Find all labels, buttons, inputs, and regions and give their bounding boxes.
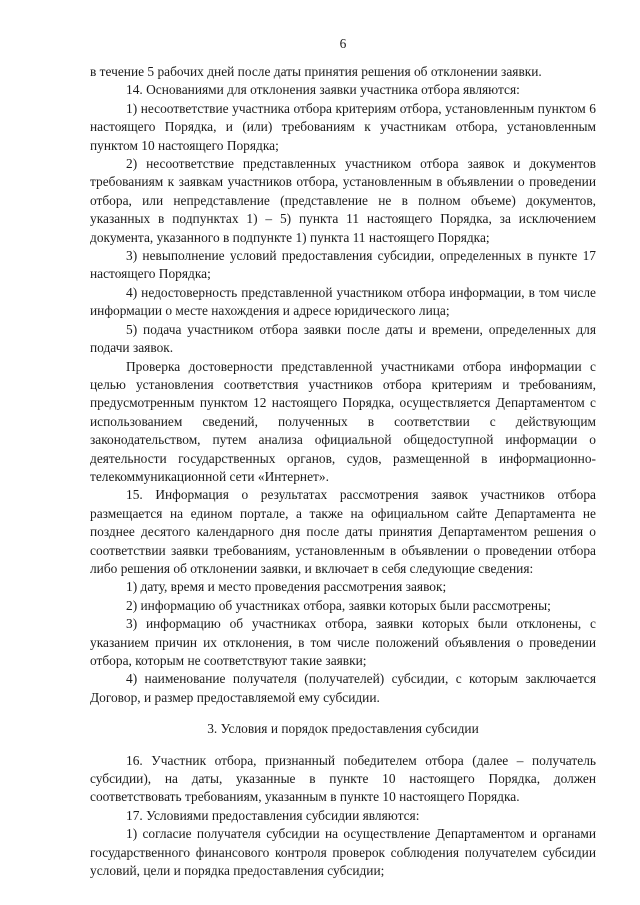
- paragraph: 3) невыполнение условий предоставления субсидии, определенных в пункте 17 настоящего Порядка;: [90, 248, 596, 282]
- page-number: 6: [339, 36, 347, 51]
- paragraph: 2) информацию об участниках отбора, заявки которых были рассмотрены;: [126, 597, 551, 613]
- paragraph: 15. Информация о результатах рассмотрения заявок участников отбора размещается на едином портале, а также на официальном сайте Департамента не позднее десятого календарного дня после даты принятия Департаментом решения о соответствии заявки требованиям, установленным в объявлении о проведении отбора либо решения об отклонении заявки, и включает в себя следующие сведения:: [90, 487, 596, 576]
- paragraph: 1) несоответствие участника отбора критериям отбора, установленным пунктом 6 настоящего Порядка, и (или) требованиям к участникам отбора, установленным пунктом 10 настоящего Порядка;: [90, 100, 596, 153]
- paragraph: 3) информацию об участниках отбора, заявки которых были отклонены, с указанием причин их отклонения, в том числе положений объявления о проведении отбора, которым не соответствуют такие заявки;: [90, 616, 596, 668]
- document-body: [90, 63, 596, 880]
- paragraph: 1) согласие получателя субсидии на осуществление Департаментом и органами государственного финансового контроля проверок соблюдения получателем субсидии условий, цели и порядка предоставления субсидии;: [90, 826, 596, 879]
- paragraph: в течение 5 рабочих дней после даты принятия решения об отклонении заявки.: [90, 64, 542, 79]
- paragraph: 5) подача участником отбора заявки после даты и времени, определенных для подачи заявок.: [90, 321, 596, 356]
- paragraphs-before-heading: [90, 63, 596, 707]
- paragraph: 2) несоответствие представленных участником отбора заявок и документов требованиям к заявкам участников отбора, установленным в объявлении о проведении отбора, или непредставление (представление не в полном объеме) документов, указанных в подпунктах 1) – 5) пункта 11 настоящего Порядка, за исключением документа, указанного в подпункте 1) пункта 11 настоящего Порядка;: [90, 156, 596, 245]
- paragraph: 4) наименование получателя (получателей) субсидии, с которым заключается Договор, и размер предоставляемой ему субсидии.: [90, 671, 596, 705]
- paragraph: 16. Участник отбора, признанный победителем отбора (далее – получатель субсидии), на даты, указанные в пункте 10 настоящего Порядка, должен соответствовать требованиям, указанным в пункте 10 настоящего Порядка.: [90, 752, 596, 805]
- paragraphs-after-heading: [90, 752, 596, 881]
- paragraph: 17. Условиями предоставления субсидии являются:: [126, 807, 420, 823]
- paragraph: 14. Основаниями для отклонения заявки участника отбора являются:: [126, 82, 520, 98]
- document-page: [90, 0, 596, 905]
- section-heading: 3. Условия и порядок предоставления субсидии: [207, 721, 479, 737]
- paragraph: 4) недостоверность представленной участником отбора информации, в том числе информации о месте нахождения и адресе юридического лица;: [90, 284, 596, 319]
- paragraph: Проверка достоверности представленной участниками отбора информации с целью установления соответствия участников отбора критериям и требованиям, предусмотренным пунктом 12 настоящего Порядка, осуществляется Департаментом с использованием сведений, полученных в соответствии с действующим законодательством, путем анализа официальной общедоступной информации о деятельности государственных органов, судов, размещенной в информационно-телекоммуникационной сети «Интернет».: [90, 358, 596, 484]
- paragraph: 1) дату, время и место проведения рассмотрения заявок;: [126, 579, 447, 595]
